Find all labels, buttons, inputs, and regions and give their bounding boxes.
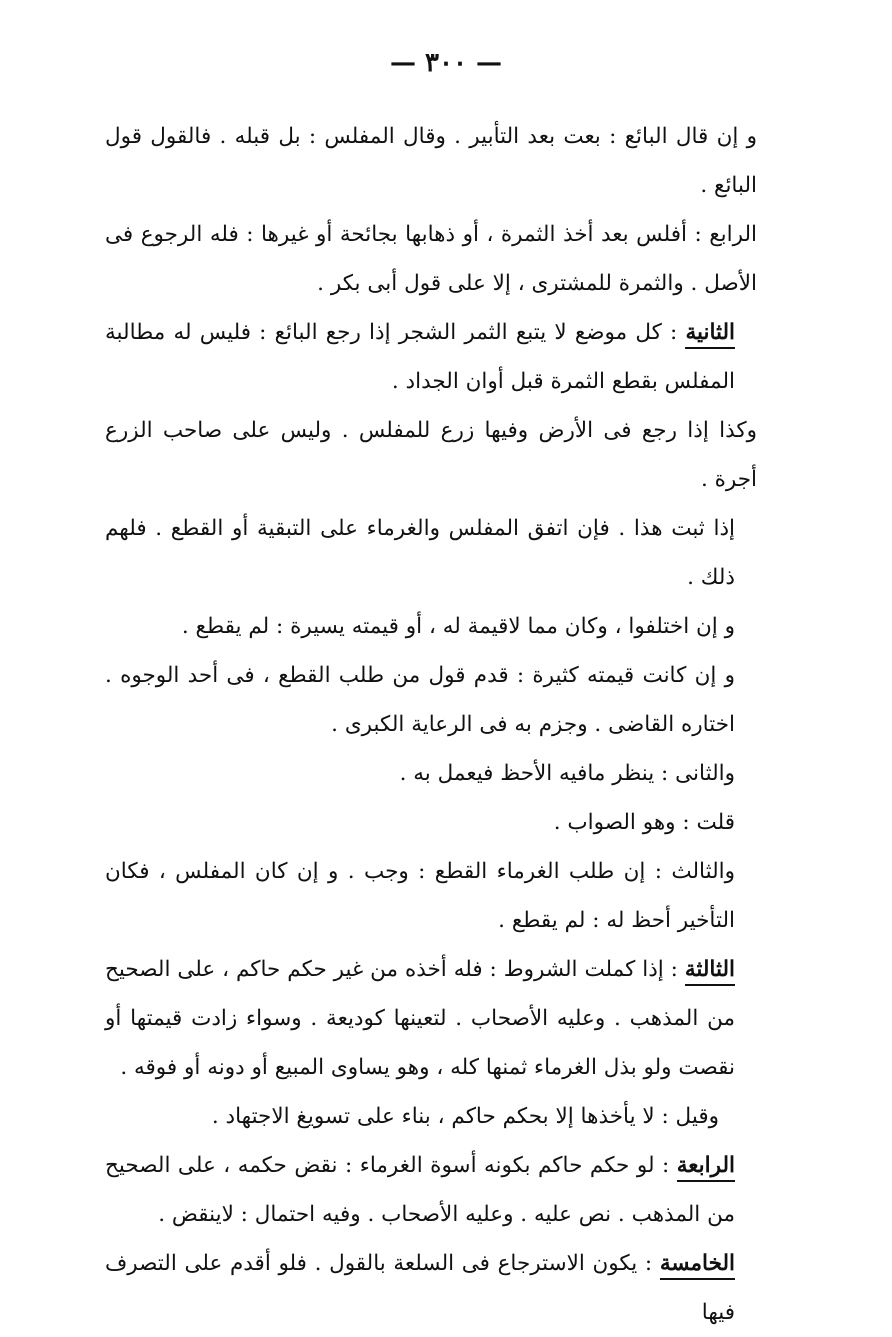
section-heading: الخامسة xyxy=(660,1251,735,1280)
paragraph xyxy=(105,602,757,651)
paragraph xyxy=(105,749,757,798)
paragraph xyxy=(105,1092,757,1141)
paragraph-text: والثانى : ينظر مافيه الأحظ فيعمل به . xyxy=(399,761,735,786)
paragraph-text: وكذا إذا رجع فى الأرض وفيها زرع للمفلس . وليس على صاحب الزرع أجرة . xyxy=(105,418,757,492)
paragraph-text: : يكون الاسترجاع فى السلعة بالقول . فلو أقدم على التصرف فيها xyxy=(105,1251,735,1325)
section-heading: الثالثة xyxy=(685,957,735,986)
section-heading: الثانية xyxy=(685,320,735,349)
paragraph xyxy=(105,504,757,602)
paragraph-text: : لو حكم حاكم بكونه أسوة الغرماء : نقض حكمه ، على الصحيح من المذهب . نص عليه . وعليه الأصحاب . وفيه احتمال : لاينقض . xyxy=(105,1153,735,1227)
paragraph-text: قلت : وهو الصواب . xyxy=(553,810,735,835)
body-text xyxy=(105,112,757,1337)
paragraph-text: : إذا كملت الشروط : فله أخذه من غير حكم حاكم ، على الصحيح من المذهب . وعليه الأصحاب . لتعينها كوديعة . وسواء زادت قيمتها أو نقصت ولو بذل الغرماء ثمنها كله ، وهو يساوى المبيع أو دونه أو فوقه . xyxy=(105,957,735,1080)
paragraph xyxy=(105,651,757,749)
paragraph-text: و إن اختلفوا ، وكان مما لاقيمة له ، أو قيمته يسيرة : لم يقطع . xyxy=(181,614,735,639)
paragraph-text: والثالث : إن طلب الغرماء القطع : وجب . و إن كان المفلس ، فكان التأخير أحظ له : لم يقطع . xyxy=(105,859,735,933)
paragraph-text: : كل موضع لا يتبع الثمر الشجر إذا رجع البائع : فليس له مطالبة المفلس بقطع الثمرة قبل أوان الجداد . xyxy=(105,320,735,394)
paragraph xyxy=(105,308,757,406)
paragraph-text: و إن كانت قيمته كثيرة : قدم قول من طلب القطع ، فى أحد الوجوه . اختاره القاضى . وجزم به فى الرعاية الكبرى . xyxy=(105,663,735,737)
paragraph xyxy=(105,847,757,945)
paragraph xyxy=(105,945,757,1092)
paragraph-text: إذا ثبت هذا . فإن اتفق المفلس والغرماء على التبقية أو القطع . فلهم ذلك . xyxy=(105,516,735,590)
paragraph xyxy=(105,1239,757,1337)
paragraph-text: وقيل : لا يأخذها إلا بحكم حاكم ، بناء على تسويغ الاجتهاد . xyxy=(211,1104,719,1129)
paragraph xyxy=(105,112,757,210)
paragraph xyxy=(105,798,757,847)
paragraph-text: الرابع : أفلس بعد أخذ الثمرة ، أو ذهابها بجائحة أو غيرها : فله الرجوع فى الأصل . والثمرة للمشترى ، إلا على قول أبى بكر . xyxy=(105,222,757,296)
section-heading: الرابعة xyxy=(677,1153,735,1182)
paragraph xyxy=(105,406,757,504)
paragraph xyxy=(105,1141,757,1239)
page-number: — ٣٠٠ — xyxy=(389,48,503,78)
paragraph xyxy=(105,210,757,308)
paragraph-text: و إن قال البائع : بعت بعد التأبير . وقال المفلس : بل قبله . فالقول قول البائع . xyxy=(105,124,757,198)
